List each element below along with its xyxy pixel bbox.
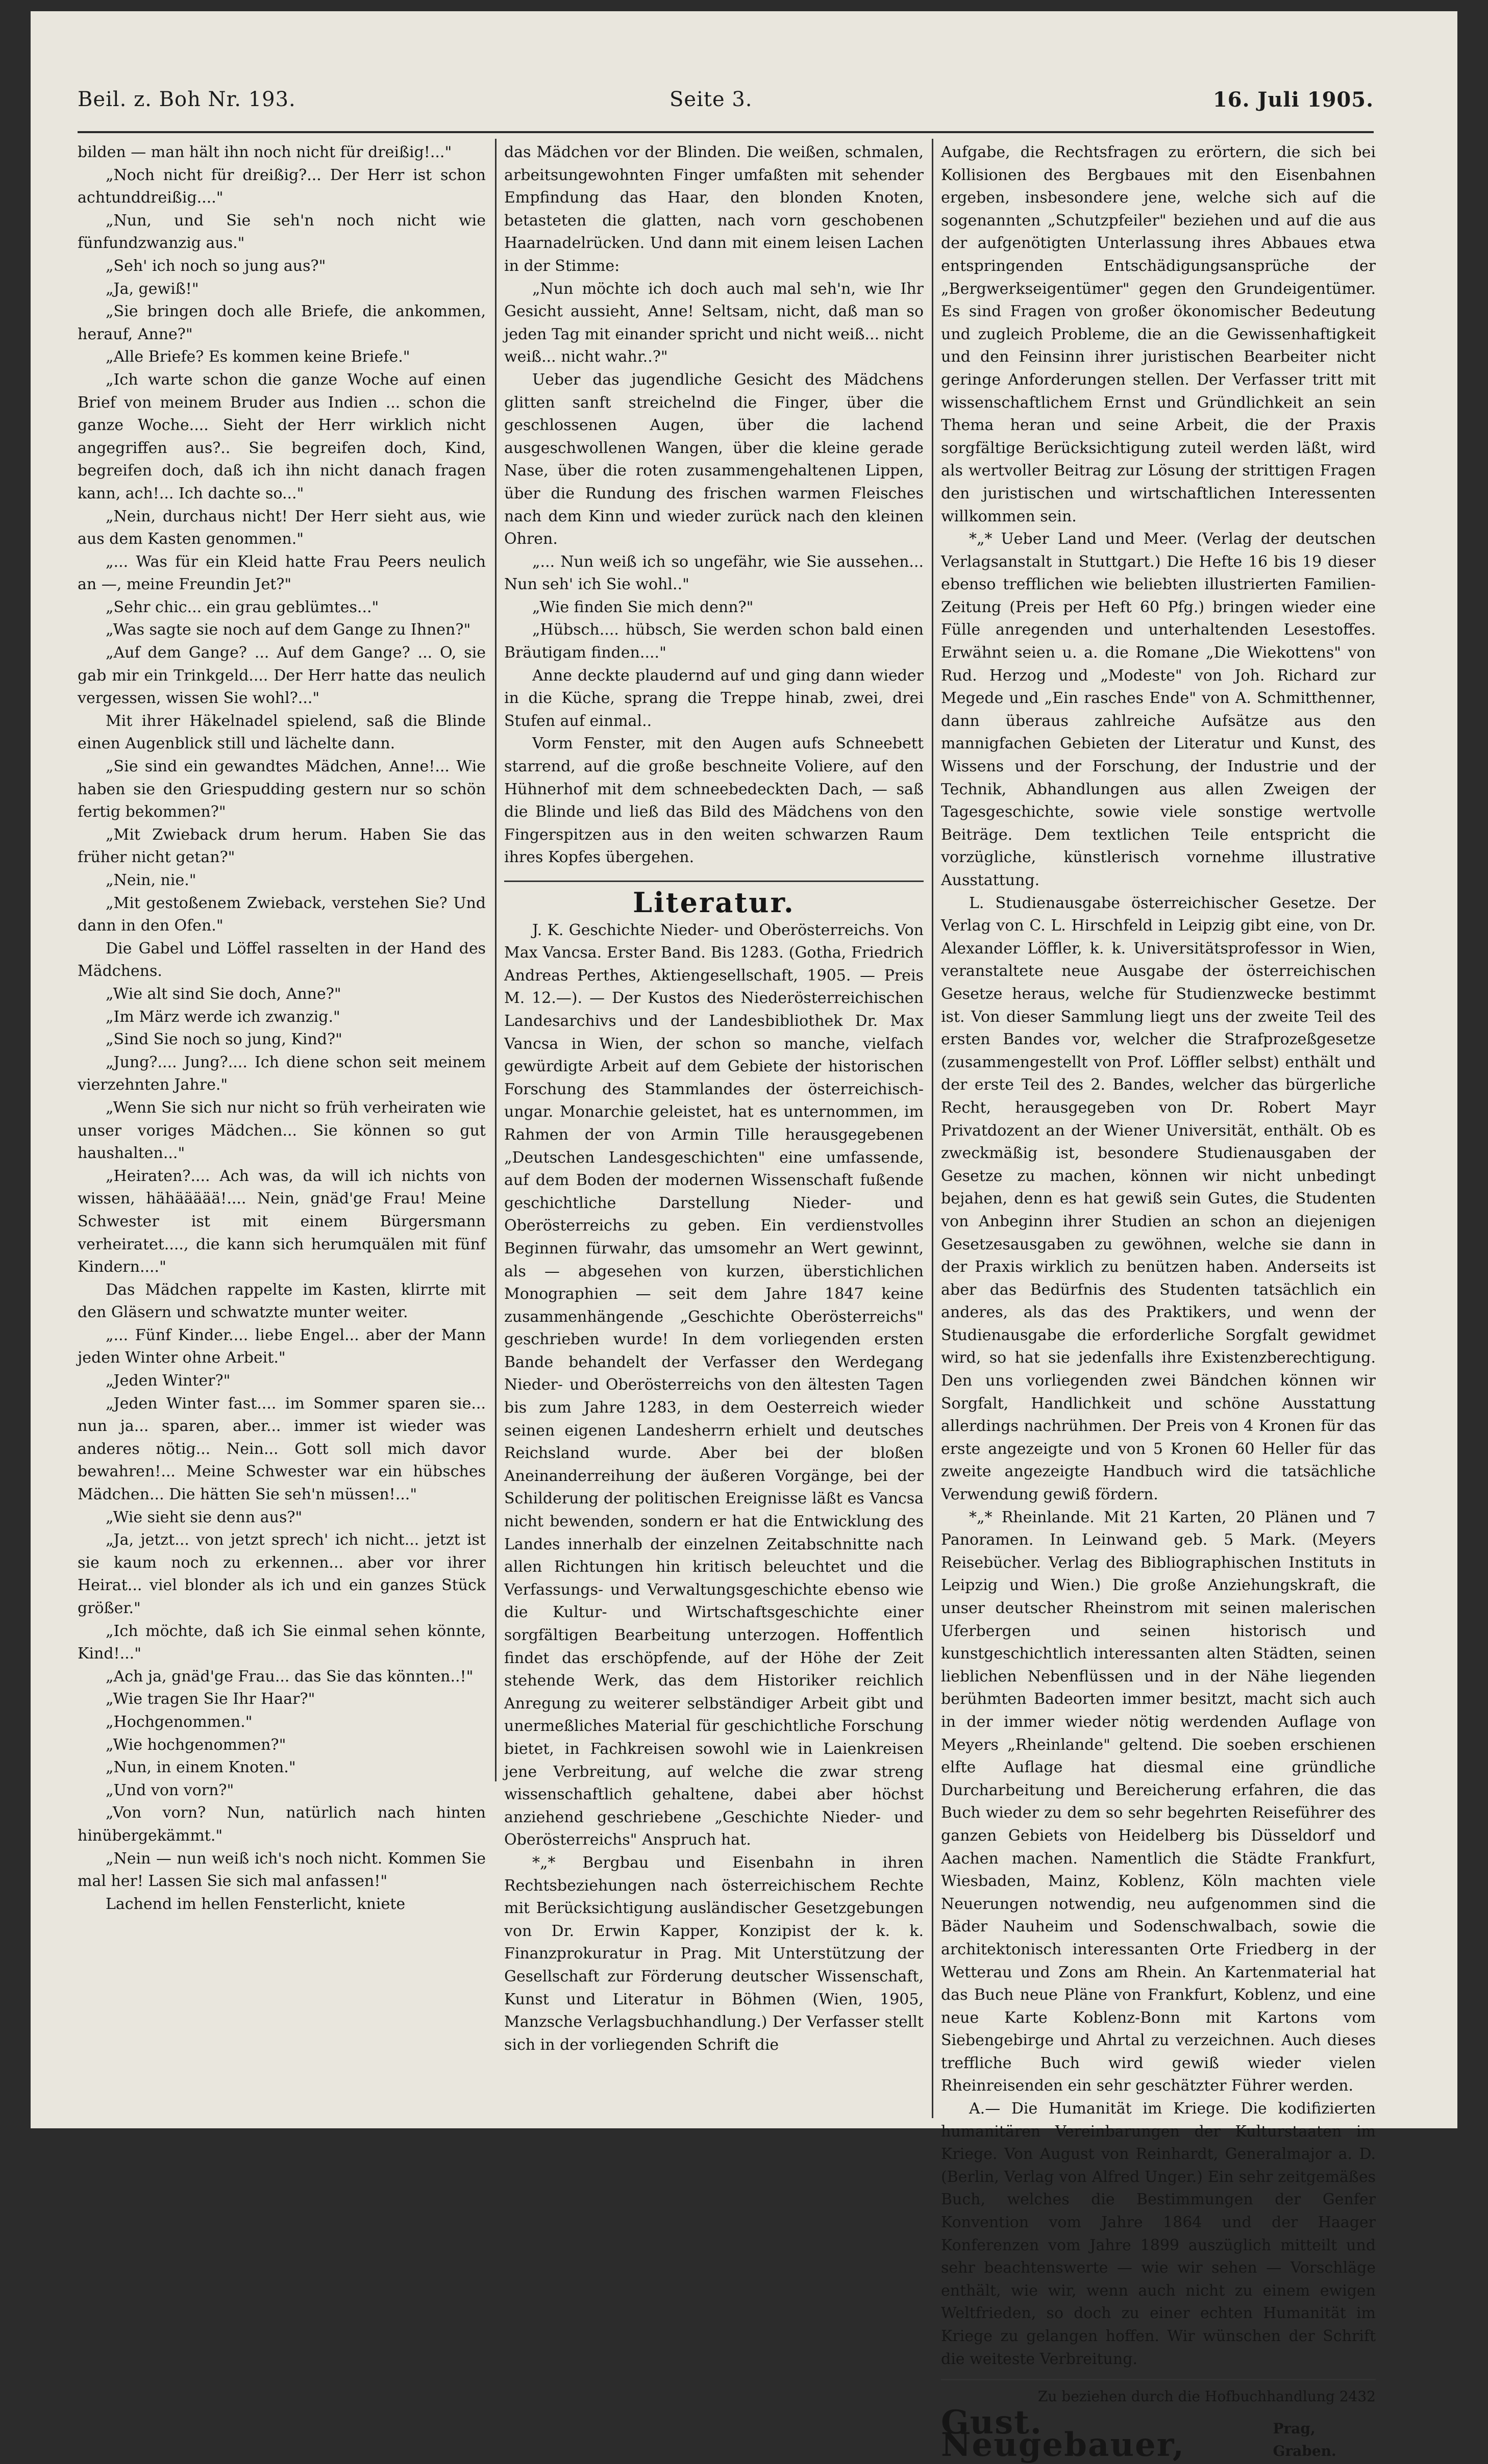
story-paragraph: Vorm Fenster, mit den Augen aufs Schneebett starrend, auf die große beschneite Voliere, auf den Hühnerhof mit dem schneebedeckten Dach, — saß die Blinde und ließ das Bild des Mädchens von den Fingerspitzen aus in den weiten schwarzen Raum ihres Kopfes übergehen. [504, 735, 924, 867]
review-paragraph: L. Studienausgabe österreichischer Gesetze. Der Verlag von C. L. Hirschfeld in Leipzig gibt eine, von Dr. Alexander Löffler, k. k. Universitätsprofessor in Wien, veranstaltete neue Ausgabe der österreichischen Gesetze heraus, welche für Studienzwecke bestimmt ist. Von dieser Sammlung liegt uns der zweite Teil des ersten Bandes vor, welcher die Strafprozeßgesetze (zusammengestellt von Prof. Löffler selbst) enthält und der erste Teil des 2. Bandes, welcher das bürgerliche Recht, herausgegeben von Dr. Robert Mayr Privatdozent an der Wiener Universität, enthält. Ob es zweckmäßig ist, besondere Studienausgaben der Gesetze zu machen, können wir nicht unbedingt bejahen, denn es hat gewiß sein Gutes, die Studenten von Anbeginn ihrer Studien an schon an diejenigen Gesetzesausgaben zu gewöhnen, welche sie dann in der Praxis wirklich zu benützen haben. Anderseits ist aber das Bedürfnis des Studenten tatsächlich ein anderes, als das des Praktikers, und wenn der Studienausgabe die erforderliche Sorgfalt gewidmet wird, so hat sie jedenfalls ihre Existenzberechtigung. Den uns vorliegenden zwei Bändchen können wir Sorgfalt, Handlichkeit und schöne Ausstattung allerdings nachrühmen. Der Preis von 4 Kronen für das erste angezeigte und von 5 Kronen 60 Heller für das zweite angezeigte Handbuch wird die tatsächliche Verwendung gewiß fördern. [941, 894, 1376, 1504]
story-paragraph: „Jeden Winter?" [106, 1372, 231, 1390]
story-paragraph: „... Fünf Kinder.... liebe Engel... aber der Mann jeden Winter ohne Arbeit." [78, 1326, 486, 1367]
story-paragraph: „Heiraten?.... Ach was, da will ich nichts von wissen, hähäääää!.... Nein, gnäd'ge Frau! Meine Schwester ist mit einem Bürgersmann verheiratet...., die kann sich herumquälen mit fünf Kindern...." [78, 1167, 486, 1276]
reviews-list [941, 141, 1376, 2371]
header-rule [78, 131, 1374, 133]
ad-text: Zu beziehen durch die Hofbuchhandlung 2432 [1037, 2388, 1376, 2405]
story-paragraph: „Nun, und Sie seh'n noch nicht wie fünfundzwanzig aus." [78, 211, 486, 253]
story-paragraph: „Ja, jetzt... von jetzt sprech' ich nicht... jetzt ist sie kaum noch zu erkennen... aber vor ihrer Heirat... viel blonder als ich und ein ganzes Stück größer." [78, 1531, 486, 1617]
story-paragraph: Ueber das jugendliche Gesicht des Mädchens glitten sanft streichelnd die Finger, über die geschlossenen Augen, über die lachend ausgeschwollenen Wangen, über die kleine gerade Nase, über die roten zusammengehaltenen Lippen, über die Rundung des frischen warmen Fleisches nach dem Kinn und wieder zurück nach den kleinen Ohren. [504, 370, 924, 548]
story-paragraph: bilden — man hält ihn noch nicht für dreißig!..." [78, 143, 452, 161]
story-paragraph: „Und von vorn?" [106, 1781, 234, 1799]
newspaper-page [31, 11, 1457, 2464]
story-paragraph: „Mit gestoßenem Zwieback, verstehen Sie? Und dann in den Ofen." [78, 894, 486, 935]
story-paragraph: „Ja, gewiß!" [106, 280, 199, 298]
column-2 [504, 141, 924, 2116]
story-paragraph: „Wie finden Sie mich denn?" [532, 598, 754, 616]
story-paragraph: Das Mädchen rappelte im Kasten, klirrte mit den Gläsern und schwatzte munter weiter. [78, 1280, 486, 1322]
story-paragraph: „Was sagte sie noch auf dem Gange zu Ihnen?" [106, 621, 471, 639]
story-paragraph: Anne deckte plaudernd auf und ging dann wieder in die Küche, sprang die Treppe hinab, zwei, drei Stufen auf einmal.. [504, 666, 924, 730]
review-geschichte-oesterreich: J. K. Geschichte Nieder- und Oberösterreichs. Von Max Vancsa. Erster Band. Bis 1283. (Gotha, Friedrich Andreas Perthes, Aktiengesellschaft, 1905. — Preis M. 12.—). — Der Kustos des Niederösterreichischen Landesarchivs und der Landesbibliothek Dr. Max Vancsa in Wien, der schon so manche, vielfach gewürdigte Arbeit auf dem Gebiete der historischen Forschung des Stammlandes der österreichisch-ungar. Monarchie geleistet, hat es unternommen, im Rahmen der von Armin Tille herausgegebenen „Deutschen Landesgeschichten" eine umfassende, auf dem Boden der modernen Wissenschaft fußende geschichtliche Darstellung Nieder- und Oberösterreichs zu geben. Ein verdienstvolles Beginnen fürwahr, das umsomehr an Wert gewinnt, als — abgesehen von kurzen, überstichlichen Monographien — seit dem Jahre 1847 keine zusammenhängende „Geschichte Oberösterreichs" geschrieben wurde! In dem vorliegenden ersten Bande behandelt der Verfasser den Werdegang Nieder- und Oberösterreichs von den ältesten Tagen bis zum Jahre 1283, in dem Oesterreich wieder seinen eigenen Landesherrn erhielt und deutsches Reichsland wurde. Aber bei der bloßen Aneinanderreihung der äußeren Vorgänge, bei der Schilderung der politischen Ereignisse läßt es Vancsa nicht bewenden, sondern er hat die Entwicklung des Landes innerhalb der einzelnen Zeitabschnitte nach allen Richtungen hin kritisch beleuchtet und die Verfassungs- und Verwaltungsgeschichte ebenso wie die Kultur- und Wirtschaftsgeschichte einer sorgfältigen Bearbeitung unterzogen. Hoffentlich findet das erschöpfende, auf der Höhe der Zeit stehende Werk, das dem Historiker reichlich Anregung zu weiterer selbständiger Arbeit gibt und unermeßliches Material für geschichtliche Forschung bietet, in Fachkreisen sowohl wie in Laienkreisen jene Verbreitung, auf welche die zwar streng wissenschaftlich gehaltene, dabei aber höchst anziehend geschriebene „Geschichte Nieder- und Oberösterreichs" Anspruch hat. [504, 921, 924, 1849]
section-rule [504, 881, 924, 882]
review-bergbau-eisenbahn: *„* Bergbau und Eisenbahn in ihren Rechtsbeziehungen nach österreichischem Rechte mit Berücksichtigung ausländischer Gesetzgebungen von Dr. Erwin Kapper, Konzipist der k. k. Finanzprokuratur in Prag. Mit Unterstützung der Gesellschaft zur Förderung deutscher Wissenschaft, Kunst und Literatur in Böhmen (Wien, 1905, Manzsche Verlagsbuchhandlung.) Der Verfasser stellt sich in der vorliegenden Schrift die [504, 1853, 924, 2054]
story-paragraph: „Wie alt sind Sie doch, Anne?" [106, 985, 341, 1003]
story-paragraph: Mit ihrer Häkelnadel spielend, saß die Blinde einen Augenblick still und lächelte dann. [78, 712, 486, 753]
story-paragraph: „Jeden Winter fast.... im Sommer sparen sie... nun ja... sparen, aber... immer ist wieder was anderes nötig... Nein... Gott soll mich davor bewahren!... Meine Schwester war ein hübsches Mädchen... Die hätten Sie seh'n müssen!..." [78, 1394, 486, 1504]
story-paragraph: „Von vorn? Nun, natürlich nach hinten hinübergekämmt." [78, 1804, 486, 1845]
story-paragraph: „Hochgenommen." [106, 1713, 253, 1731]
column-3-reviews [941, 141, 1376, 2464]
story-paragraph: „Wie sieht sie denn aus?" [106, 1508, 303, 1526]
column-divider-2 [932, 139, 933, 2118]
story-paragraph: „Wie tragen Sie Ihr Haar?" [106, 1690, 315, 1708]
story-paragraph: Die Gabel und Löffel rasselten in der Hand des Mädchens. [78, 939, 486, 980]
story-paragraph: „Sie bringen doch alle Briefe, die ankommen, herauf, Anne?" [78, 303, 486, 343]
header-date: 16. Juli 1905. [1212, 88, 1374, 112]
column-1-story [78, 141, 486, 1913]
story-paragraph: „Hübsch.... hübsch, Sie werden schon bald einen Bräutigam finden...." [504, 621, 924, 662]
story-paragraph: „Noch nicht für dreißig?... Der Herr ist schon achtunddreißig...." [78, 166, 486, 207]
page-header [78, 88, 1374, 129]
story-paragraph: „Ach ja, gnäd'ge Frau... das Sie das könnten..!" [106, 1667, 474, 1686]
story-paragraph: Lachend im hellen Fensterlicht, kniete [106, 1895, 406, 1913]
story-paragraph: „Nein, durchaus nicht! Der Herr sieht aus, wie aus dem Kasten genommen." [78, 507, 486, 548]
story-paragraph: „Alle Briefe? Es kommen keine Briefe." [106, 348, 410, 366]
story-paragraph: „Sie sind ein gewandtes Mädchen, Anne!... Wie haben sie den Griespudding gestern nur so schön fertig bekommen?" [78, 758, 486, 821]
literature-heading: Literatur. [633, 886, 795, 919]
story-paragraph: „Nun möchte ich doch auch mal seh'n, wie Ihr Gesicht aussieht, Anne! Seltsam, nicht, daß man so jeden Tag mit einander spricht und nicht weiß... nicht weiß... nicht wahr..?" [504, 280, 924, 366]
story-paragraph: „Sehr chic... ein grau geblümtes..." [106, 598, 379, 616]
story-paragraph: „... Was für ein Kleid hatte Frau Peers neulich an —, meine Freundin Jet?" [78, 552, 486, 594]
story-paragraph: „Jung?.... Jung?.... Ich diene schon seit meinem vierzehnten Jahre." [78, 1053, 486, 1094]
story-paragraph: „Auf dem Gange? ... Auf dem Gange? ... O, sie gab mir ein Trinkgeld.... Der Herr hatte das neulich vergessen, wissen Sie wohl?..." [78, 644, 486, 708]
story-paragraph: das Mädchen vor der Blinden. Die weißen, schmalen, arbeitsungewohnten Finger umfaßten mit sehender Empfindung das Haar, den blonden Knoten, betasteten die glatten, nach vorn geschobenen Haarnadelrücken. Und dann mit einem leisen Lachen in der Stimme: [504, 143, 924, 275]
bookshop-advertisement [941, 2379, 1376, 2463]
story-paragraph: „... Nun weiß ich so ungefähr, wie Sie aussehen... Nun seh' ich Sie wohl.." [504, 552, 924, 594]
review-paragraph: *„* Rheinlande. Mit 21 Karten, 20 Plänen und 7 Panoramen. In Leinwand geb. 5 Mark. (Meyers Reisebücher. Verlag des Bibliographischen Instituts in Leipzig und Wien.) Die große Anziehungskraft, die unser deutscher Rheinstrom mit seinen malerischen Uferbergen und seinen historisch und kunstgeschichtlich interessanten alten Städten, seinen lieblichen Nebenflüssen und in der Nähe liegenden berühmten Badeorten immer besitzt, macht sich auch in der immer wieder nötig werdenden Auflage von Meyers „Rheinlande" geltend. Die soeben erschienen elfte Auflage hat diesmal eine gründliche Durcharbeitung und Bereicherung erfahren, die das Buch wieder zu dem so sehr begehrten Reiseführer des ganzen Gebiets von Heidelberg bis Düsseldorf und Aachen machen. Namentlich die Städte Frankfurt, Wiesbaden, Mainz, Koblenz, Köln machten viele Neuerungen notwendig, neu aufgenommen sind die Bäder Nauheim und Sodenschwalbach, sowie die architektonisch interessanten Orte Friedberg in der Wetterau und Zons am Rhein. An Kartenmaterial hat das Buch neue Pläne von Frankfurt, Koblenz, und eine neue Karte Koblenz-Bonn mit Kartons vom Siebengebirge und Ahrtal zu verzeichnen. Auch dieses treffliche Buch wird gewiß wieder vielen Rheinreisenden ein sehr geschätzter Führer werden. [941, 1508, 1376, 2095]
story-paragraph: „Mit Zwieback drum herum. Haben Sie das früher nicht getan?" [78, 825, 486, 867]
header-issue: Beil. z. Boh Nr. 193. [78, 88, 296, 111]
story-paragraph: „Wie hochgenommen?" [106, 1736, 286, 1754]
story-paragraph: „Sind Sie noch so jung, Kind?" [106, 1030, 342, 1049]
story-paragraph: „Nein, nie." [106, 871, 196, 889]
review-paragraph: A.— Die Humanität im Kriege. Die kodifizierten humanitären Vereinbarungen der Kulturstaaten im Kriege. Von August von Reinhardt, Generalmajor a. D. (Berlin, Verlag von Alfred Unger.) Ein sehr zeitgemäßes Buch, welches die Bestimmungen der Genfer Konvention vom Jahre 1864 und der Haager Konferenzen vom Jahre 1899 auszüglich mitteilt und sehr beachtenswerte — wie wir sehen — Vorschläge enthält, wie wir, wenn auch nicht zu einem ewigen Weltfrieden, so doch zu einer echten Humanität im Kriege zu gelangen hoffen. Wir wünschen der Schrift die weiteste Verbreitung. [941, 2100, 1376, 2368]
ad-location: Prag, Graben. [1273, 2420, 1336, 2460]
story-paragraph: „Ich möchte, daß ich Sie einmal sehen könnte, Kind!..." [78, 1622, 486, 1663]
header-page-number: Seite 3. [669, 88, 753, 111]
review-paragraph: Aufgabe, die Rechtsfragen zu erörtern, die sich bei Kollisionen des Bergbaues mit den Eisenbahnen ergeben, insbesondere jene, welche sich auf die sogenannten „Schutzpfeiler" beziehen und auf die aus der aufgenötigten Unterlassung ihres Abbaues etwa entspringenden Entschädigungsansprüche der „Bergwerkseigentümer" gegen den Grundeigentümer. Es sind Fragen von großer ökonomischer Bedeutung und zugleich Probleme, die an die Gewissenhaftigkeit und den Feinsinn ihrer juristischen Bearbeiter nicht geringe Anforderungen stellen. Der Verfasser tritt mit wissenschaftlichem Ernst und Gründlichkeit an sein Thema heran und seine Arbeit, die der Praxis sorgfältige Berücksichtigung zuteil werden läßt, wird als wertvoller Beitrag zur Lösung der strittigen Fragen den juristischen und wirtschaftlichen Interessenten willkommen sein. [941, 143, 1376, 525]
column-divider-1 [495, 139, 497, 1781]
story-paragraph: „Im März werde ich zwanzig." [106, 1008, 340, 1026]
story-paragraph: „Nein — nun weiß ich's noch nicht. Kommen Sie mal her! Lassen Sie sich mal anfassen!" [78, 1849, 486, 1891]
story-paragraph: „Ich warte schon die ganze Woche auf einen Brief von meinem Bruder aus Indien ... schon die ganze Woche.... Sieht der Herr wirklich nicht angegriffen aus?.. Sie begreifen doch, Kind, begreifen doch, daß ich ihn nicht danach fragen kann, ach!... Ich dachte so..." [78, 370, 486, 502]
story-paragraph: „Seh' ich noch so jung aus?" [106, 257, 326, 275]
story-paragraph: „Wenn Sie sich nur nicht so früh verheiraten wie unser voriges Mädchen... Sie können so gut haushalten..." [78, 1098, 486, 1163]
story-paragraph: „Nun, in einem Knoten." [106, 1758, 296, 1777]
ad-bookseller-name: Gust. Neugebauer, [941, 2403, 1185, 2464]
review-paragraph: *„* Ueber Land und Meer. (Verlag der deutschen Verlagsanstalt in Stuttgart.) Die Hefte 16 bis 19 dieser ebenso trefflichen wie beliebten illustrierten Familien-Zeitung (Preis per Heft 60 Pfg.) bringen wieder eine Fülle anregenden und unterhaltenden Lesestoffes. Erwähnt seien u. a. die Romane „Die Wiekottens" von Rud. Herzog und „Modeste" von Joh. Richard zur Megede und „Ein rasches Ende" von A. Schmitthenner, dann überaus zahlreiche Aufsätze aus den mannigfachen Gebieten der Literatur und Kunst, des Wissens und der Forschung, der Industrie und der Technik, Abhandlungen aus allen Zweigen der Tagesgeschichte, sowie viele sonstige wertvolle Beiträge. Dem textlichen Teile entspricht die vorzügliche, künstlerisch vornehme illustrative Ausstattung. [941, 530, 1376, 889]
story-continuation [504, 141, 924, 869]
